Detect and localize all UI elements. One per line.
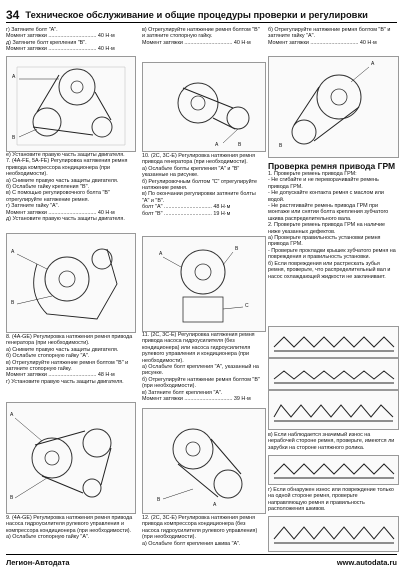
figure-belt-teeth-2 [268,358,399,390]
text-line: а) Ослабьте болт крепления шкива "A". [142,540,241,547]
note-wear [268,432,397,451]
page-title: Техническое обслуживание и общие процедуры проверки и регулировки [25,9,368,20]
engine-drawing [143,63,265,151]
callout-b: B [279,143,283,149]
text-line: г) Затяните болт "A". [6,27,58,33]
figure-belt-teeth-1 [268,326,399,358]
section-title: Проверка ремня привода ГРМ [268,161,396,171]
torque-line: Момент затяжки ................................ 40 Н·м [6,209,115,216]
figure-ac-compressor [6,233,136,333]
torque-line: болт "B" ................................ 19 Н·м [142,210,231,217]
text-line: а) Ослабьте болт крепления "A", указанный на рисунке. [142,364,259,377]
text-line: г) Затяните гайку "A". [6,203,60,210]
callout-a: A [12,74,16,80]
text-line: б) Ослабьте стопорную гайку "A". [6,353,90,360]
torque-line: болт "A" ................................ 48 Н·м [142,204,231,211]
figure-belt-teeth-3 [268,390,399,430]
column-3 [268,27,397,46]
text-line: е) Установите правую часть защиты двигателя. [6,152,125,158]
figure-power-steering [6,402,136,514]
text-line: - Не допускайте контакта ремня с маслом или водой. [268,190,384,203]
text-line: а) Ослабьте болты крепления "A" и "B" указанные на рисунке. [142,165,240,179]
column-1-mid [6,152,134,222]
text-line: 11. (2C, 3C-E) Регулировка натяжения ремня привода насоса гидроусилителя (без кондиционера) или насоса гидроусилителя рулевого управления и кондиционера (при необходимости). [142,332,255,364]
publisher-name: Легион-Автодата [6,558,70,567]
figure-generator-2c [142,236,266,332]
callout-a: A [10,412,14,418]
callout-b: B [235,246,239,252]
belt-teeth-drawing [269,327,398,357]
column-2-mid2 [142,332,264,402]
figure-ac-2c [142,408,266,514]
column-1 [6,27,134,53]
text-line: в) Если наблюдается значимый износ на нерабочей стороне ремня, проверьте, имеются ли зарубки на стороне натяжного ролика. [268,432,395,451]
callout-b: B [238,142,242,148]
engine-drawing [269,57,398,157]
column-2-bottom [142,515,264,547]
text-line: а) Ослабьте стопорную гайку "A". [6,534,90,541]
text-line: 8. (4A-GE) Регулировка натяжения ремня привода генератора (при необходимости). [6,334,133,347]
column-1-mid2 [6,334,134,385]
website-link[interactable]: www.autodata.ru [336,558,397,567]
belt-teeth-drawing [269,517,398,551]
torque-line: Момент затяжки ................................ 48 Н·м [6,372,115,379]
page-footer [6,554,397,567]
timing-belt-section [268,162,397,280]
text-line: в) По окончании регулировки затяните болты "A" и "B". [142,191,256,204]
callout-a: A [371,61,375,67]
text-line: а) Снимите правую часть защиты двигателя. [6,346,119,353]
text-line: - Проверьте прокладки крышек зубчатого ремня на повреждения и правильность установки. [268,247,396,261]
text-line: - Не растягивайте ремень привода ГРМ при монтаже или снятии болта крепления зубчатого шкива распределительного вала. [268,203,389,222]
text-line: 12. (2C, 3C-E) Регулировка натяжения ремня привода компрессора кондиционера (без насоса гидроусилителя рулевого управления) (при необходимости). [142,515,258,541]
text-line: в) Затяните болт крепления "A". [142,389,223,396]
text-line: г) Установите правую часть защиты двигателя. [6,378,124,385]
text-line: в) Отрегулируйте натяжение ремня болтом "B" и затяните стопорную гайку. [142,27,260,40]
text-line: - Не сгибайте и не переворачивайте ремень привода ГРМ. [268,177,379,190]
engine-drawing [7,403,135,513]
callout-a: A [213,502,217,508]
callout-b: B [157,497,161,503]
figure-belt-ac-3 [268,56,399,158]
torque-line: Момент затяжки ................................ 40 Н·м [6,33,115,40]
text-line: б) Отрегулируйте натяжение ремня болтом "B" (при необходимости). [142,376,260,390]
callout-b: B [10,495,14,501]
text-line: 7. (4A-FE, 5A-FE) Регулировка натяжения ремня привода компрессора кондиционера (при необходимости). [6,158,128,178]
engine-drawing [143,409,265,513]
callout-a: A [11,249,15,255]
engine-drawing [7,57,135,151]
text-line: г) Если обнаружен износ или повреждение только на одной стороне ремня, проверьте направляющую ремня и правильность расположения шкивов. [268,487,394,513]
belt-teeth-drawing [269,456,398,484]
torque-line: Момент затяжки ................................ 39 Н·м [142,396,251,403]
torque-line: Момент затяжки ................................ 40 Н·м [6,46,115,53]
figure-belt-tension [142,62,266,152]
text-line: 10. (2C, 3C-E) Регулировка натяжения ремня привода генератора (при необходимости). [142,153,255,166]
callout-b: B [12,135,16,141]
note-guide [268,487,397,513]
torque-line: Момент затяжки ................................ 40 Н·м [268,39,377,46]
text-line: в) Отрегулируйте натяжение ремня болтом "B" и затяните стопорную гайку. [6,359,129,373]
text-line: 1. Проверьте ремень привода ГРМ: [268,171,357,177]
text-line: д) Затяните болт крепления "B". [6,39,87,46]
figure-belt-teeth-4 [268,455,399,485]
callout-b: B [11,300,15,306]
belt-teeth-drawing [269,359,398,389]
callout-a: A [215,142,219,148]
text-line: б) Если повреждения или растрескать зубья ремня, проверьте, что распределительный вал и насос охлаждающей жидкости не заклинивает. [268,260,391,280]
figure-belt-generator [6,56,136,152]
engine-drawing [7,234,135,332]
text-line: а) Снимите правую часть защиты двигателя. [6,177,119,184]
column-2 [142,27,264,46]
figure-belt-teeth-5 [268,516,399,552]
text-line: б) Ослабьте гайку крепления "B". [6,184,90,191]
column-2-mid [142,153,264,217]
text-line: б) Отрегулируйте натяжение ремня болтом "B" и затяните гайку "A". [268,27,391,40]
text-line: а) Проверьте правильность установки ремня привода ГРМ. [268,235,381,248]
page-number: 34 [6,8,20,22]
callout-a: A [159,251,163,257]
callout-c: C [245,303,249,309]
text-line: д) Установите правую часть защиты двигателя. [6,216,125,223]
column-1-bottom [6,515,134,541]
page-header [6,5,397,23]
text-line: б) Регулировочным болтом "C" отрегулируйте натяжение ремня. [142,178,258,192]
text-line: 9. (4A-GE) Регулировка натяжения ремня привода насоса гидроусилителя рулевого управления и компрессора кондиционера (при необходимости). [6,515,133,534]
belt-teeth-drawing [269,391,398,429]
text-line: в) С помощью регулировочного болта "B" отрегулируйте натяжение ремня. [6,190,110,203]
torque-line: Момент затяжки ................................ 40 Н·м [142,39,251,46]
text-line: 2. Проверьте ремень привода ГРМ на наличие ниже указанных дефектов. [268,222,386,235]
